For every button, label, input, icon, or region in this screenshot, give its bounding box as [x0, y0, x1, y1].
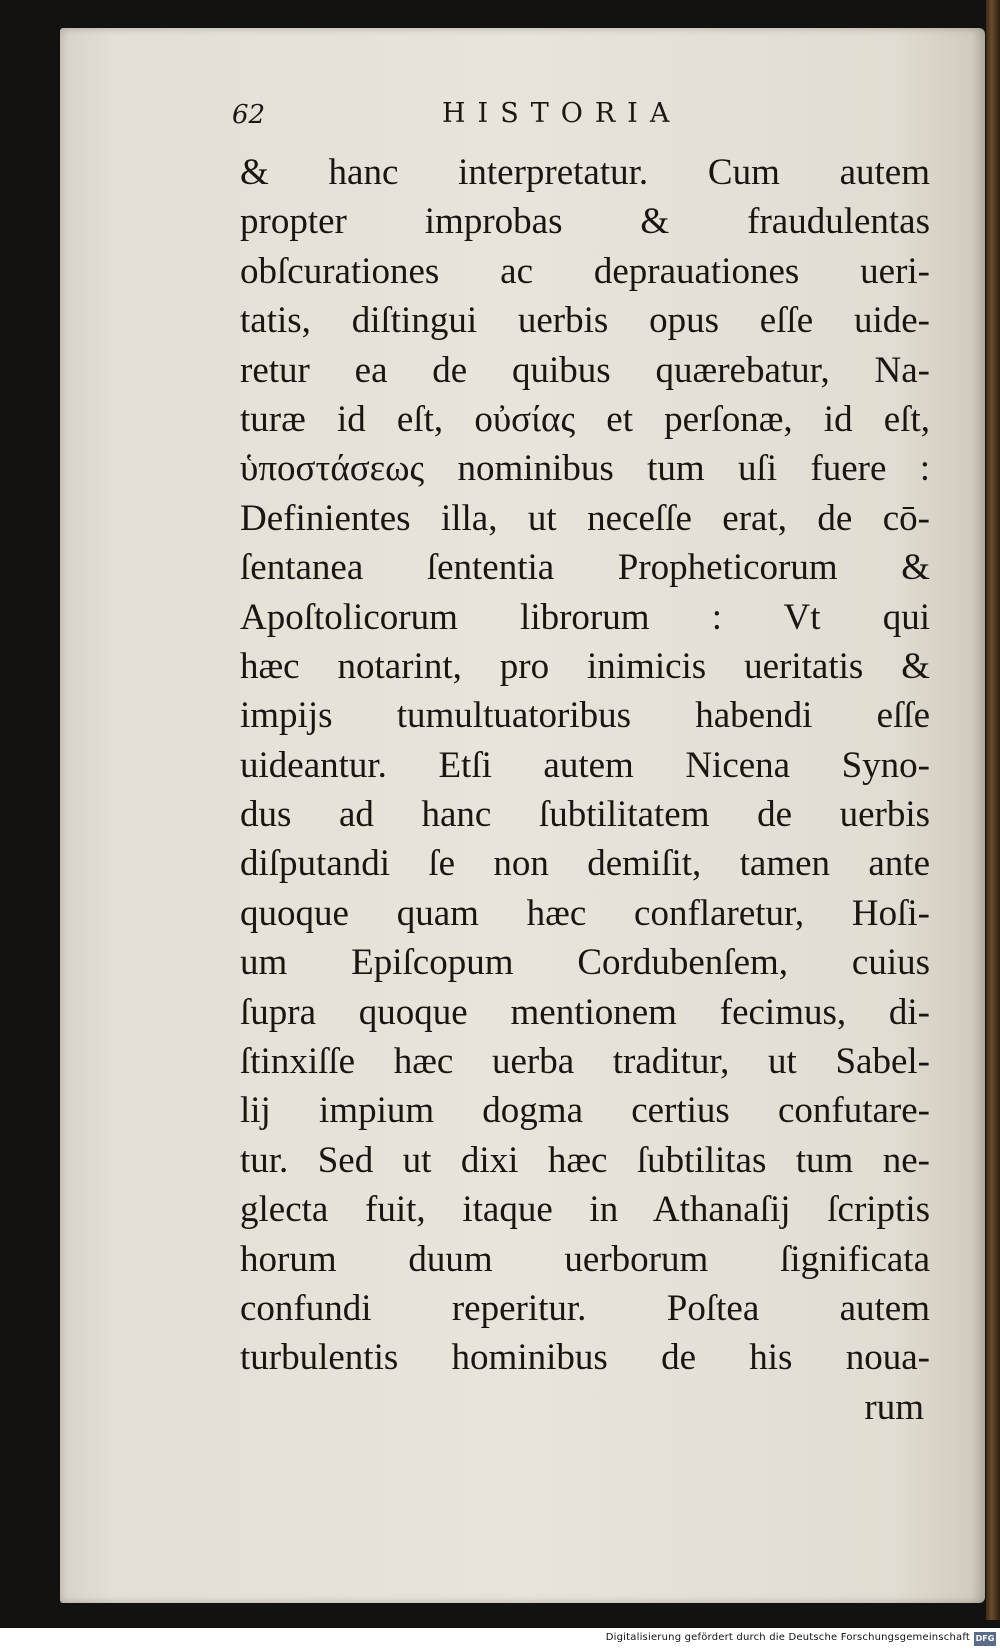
- text-line: ſentanea ſententia Propheticorum &: [240, 547, 930, 589]
- text-line: hæc notarint, pro inimicis ueritatis &: [240, 645, 930, 687]
- text-line: Apoſtolicorum librorum : Vt qui: [240, 596, 930, 638]
- text-line: um Epiſcopum Cordubenſem, cuius: [240, 942, 930, 984]
- text-line: diſputandi ſe non demiſit, tamen ante: [240, 843, 930, 885]
- text-line: tatis, diſtingui uerbis opus eſſe uide-: [240, 300, 930, 342]
- text-line: turæ id eſt, οὐσίας et perſonæ, id eſt,: [240, 398, 930, 440]
- running-head: HISTORIA: [442, 98, 682, 129]
- text-line: quoque quam hæc conflaretur, Hoſi-: [240, 892, 930, 934]
- text-line: & hanc interpretatur. Cum autem: [240, 152, 930, 193]
- text-line: ſupra quoque mentionem fecimus, di-: [240, 991, 930, 1033]
- funding-credit: Digitalisierung gefördert durch die Deutsche Forschungsgemeinschaft: [605, 1632, 970, 1643]
- text-line: propter improbas & fraudulentas: [240, 201, 930, 243]
- text-line: impijs tumultuatoribus habendi eſſe: [240, 695, 930, 737]
- body-text: [240, 148, 930, 1432]
- text-line: horum duum uerborum ſignificata: [240, 1238, 930, 1280]
- page-number: 62: [232, 100, 266, 130]
- footer-credit-bar: [0, 1628, 1000, 1651]
- text-line: Definientes illa, ut neceſſe erat, de cō-: [240, 497, 930, 539]
- text-line: obſcurationes ac deprauationes ueri-: [240, 250, 930, 292]
- text-line: dus ad hanc ſubtilitatem de uerbis: [240, 794, 930, 836]
- text-line: glecta fuit, itaque in Athanaſij ſcriptis: [240, 1189, 930, 1231]
- text-line: uideantur. Etſi autem Nicena Syno-: [240, 744, 930, 786]
- book-edge: [986, 0, 1000, 1620]
- text-line: turbulentis hominibus de his noua-: [240, 1337, 930, 1379]
- text-line: tur. Sed ut dixi hæc ſubtilitas tum ne-: [240, 1139, 930, 1181]
- dfg-logo-icon: DFG: [974, 1632, 996, 1646]
- catchword: rum: [864, 1386, 924, 1428]
- text-line: confundi reperitur. Poſtea autem: [240, 1287, 930, 1329]
- text-line: lij impium dogma certius confutare-: [240, 1090, 930, 1132]
- text-line: retur ea de quibus quærebatur, Na-: [240, 349, 930, 391]
- text-line: ὑποστάσεως nominibus tum uſi fuere :: [240, 448, 930, 490]
- text-line: ſtinxiſſe hæc uerba traditur, ut Sabel-: [240, 1041, 930, 1083]
- page-header: [232, 96, 932, 136]
